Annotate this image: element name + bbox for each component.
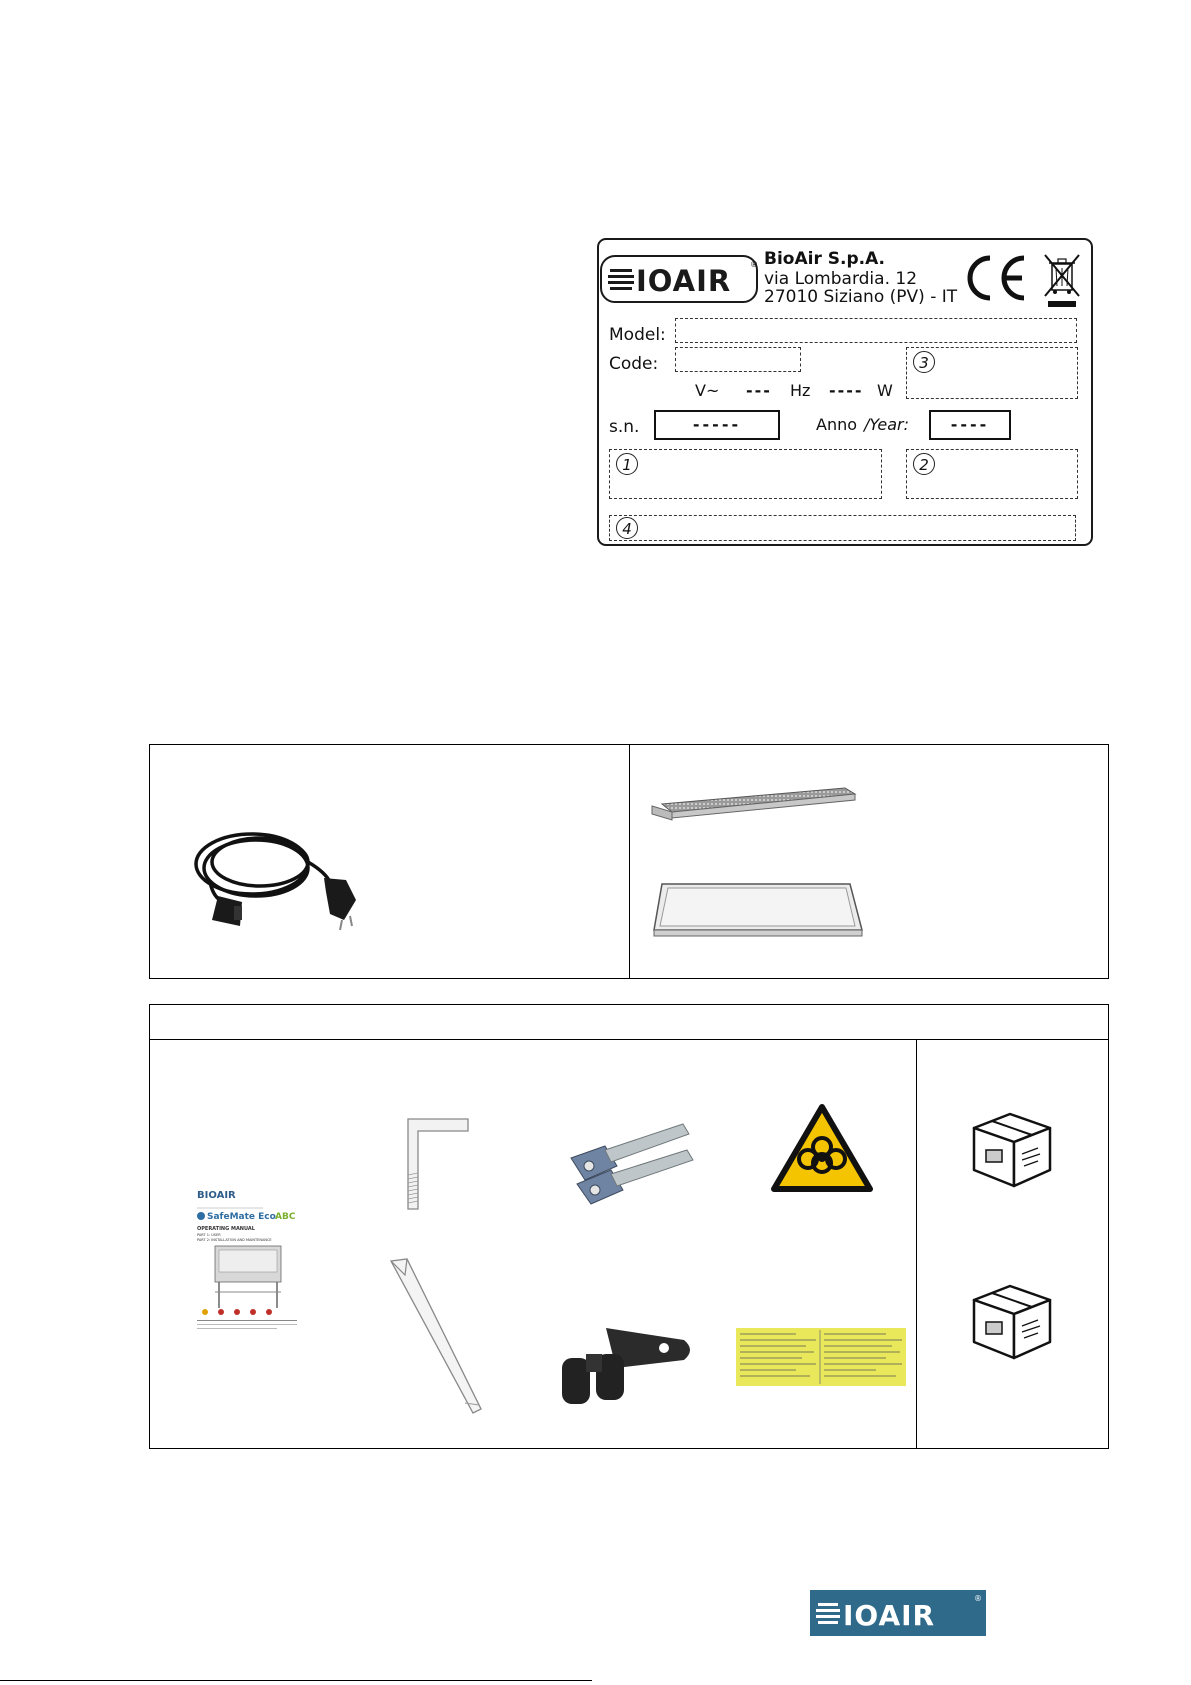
w-label: W <box>877 381 893 400</box>
marker-box-2 <box>906 449 1078 499</box>
footer-rule <box>0 1680 592 1681</box>
ce-mark-icon <box>962 250 1032 310</box>
footer-logo-text: IOAIR <box>843 1599 936 1632</box>
marker-1-label: 1 <box>616 453 638 475</box>
operating-manual-image <box>193 1186 304 1342</box>
model-label: Model: <box>609 325 666 345</box>
marker-box-3 <box>906 347 1078 399</box>
marker-4-label: 4 <box>616 517 638 539</box>
w-dashes: ---- <box>829 381 864 400</box>
svg-text:OPERATING MANUAL: OPERATING MANUAL <box>197 1226 255 1232</box>
logo-text: IOAIR <box>636 264 732 298</box>
cabinet-keys-image <box>565 1118 695 1217</box>
marker-2-label: 2 <box>913 453 935 475</box>
hz-dashes: --- <box>746 381 772 400</box>
biohazard-sign-icon <box>770 1103 874 1197</box>
code-field <box>675 347 801 372</box>
company-street: via Lombardia. 12 <box>764 269 918 289</box>
svg-text:PART 2: INSTALLATION AND MAINT: PART 2: INSTALLATION AND MAINTENANCE <box>197 1238 272 1242</box>
hz-label: Hz <box>790 381 811 400</box>
svg-text:SafeMate Eco: SafeMate Eco <box>207 1212 276 1222</box>
tray-image <box>650 880 865 944</box>
marker-box-1 <box>609 449 882 499</box>
manual-logo-text: BIOAIR <box>197 1190 236 1201</box>
bioair-logo <box>600 255 758 303</box>
box-icon <box>966 1108 1056 1196</box>
code-label: Code: <box>609 354 659 374</box>
long-rod-image <box>385 1255 485 1419</box>
table2-header-rule <box>149 1039 1109 1040</box>
marker-box-4 <box>609 515 1076 541</box>
box-icon <box>966 1280 1056 1368</box>
grille-strip-image <box>650 782 865 838</box>
label-sheet-image <box>736 1328 906 1386</box>
year-anno-label: Anno <box>816 415 858 434</box>
model-field <box>675 318 1077 343</box>
year-en-label: /Year: <box>864 415 910 434</box>
svg-text:®: ® <box>974 1594 982 1603</box>
table2-divider <box>916 1039 917 1449</box>
weee-bin-icon <box>1040 250 1084 314</box>
hex-key-image <box>400 1115 475 1214</box>
svg-text:PART 1: USER: PART 1: USER <box>197 1233 221 1237</box>
marker-3-label: 3 <box>913 351 935 373</box>
company-city: 27010 Siziano (PV) - IT <box>764 287 958 307</box>
power-cord-image <box>190 822 370 936</box>
svg-text:®: ® <box>750 260 758 269</box>
serial-field: ----- <box>654 410 780 440</box>
table1-divider <box>629 744 630 979</box>
company-name: BioAir S.p.A. <box>764 249 886 269</box>
footer-bioair-logo <box>810 1590 986 1640</box>
triangular-key-image <box>556 1320 701 1414</box>
voltage-label: V~ <box>695 381 720 400</box>
year-field: ---- <box>929 410 1011 440</box>
serial-label: s.n. <box>609 417 640 437</box>
svg-text:ABC: ABC <box>275 1212 296 1222</box>
